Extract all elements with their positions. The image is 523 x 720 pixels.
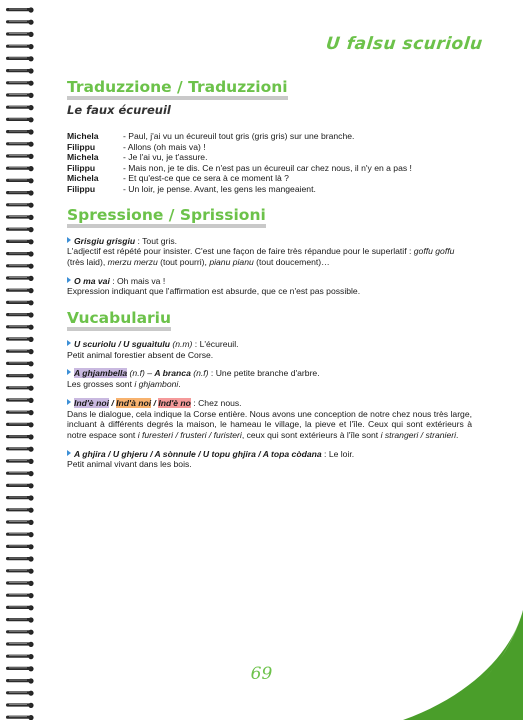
dialog-line: - Je l'ai vu, je t'assure. bbox=[123, 152, 208, 163]
bullet-triangle-icon bbox=[67, 399, 71, 405]
section-heading-vucabulariu: Vucabulariu bbox=[67, 309, 171, 331]
dialog-row bbox=[67, 142, 412, 153]
example-term: pianu pianu bbox=[209, 256, 254, 267]
entry-grammar: (n.m) bbox=[169, 339, 193, 350]
entry-dash: – bbox=[144, 368, 155, 379]
entry-note: L'adjectif est répété pour insister. C'est une façon de faire très répandue pour le superlatif : bbox=[67, 246, 414, 257]
dialog-line: - Paul, j'ai vu un écureuil tout gris (gris gris) sur une branche. bbox=[123, 131, 355, 141]
example-term: i ghjamboni bbox=[134, 379, 179, 390]
speaker: Filippu bbox=[67, 141, 96, 152]
entry-slash: / bbox=[151, 397, 159, 408]
speaker: Michela bbox=[67, 131, 99, 141]
page-title: U falsu scuriolu bbox=[325, 34, 485, 54]
speaker: Filippu bbox=[67, 162, 96, 173]
dialog-line: - Un loir, je pense. Avant, les gens les mangeaient. bbox=[123, 183, 316, 194]
vocab-entry bbox=[67, 449, 472, 470]
dialog-row bbox=[67, 163, 412, 174]
bullet-triangle-icon bbox=[67, 450, 71, 456]
vocab-entry bbox=[67, 339, 472, 360]
page-number: 69 bbox=[250, 664, 273, 684]
dialog-row bbox=[67, 152, 412, 163]
entry-note: . bbox=[178, 379, 181, 390]
entry-term: A ghjira / U ghjeru / A sònnule / U topu ghjira / A topa còdana bbox=[74, 448, 322, 459]
entry-note: Dans le dialogue, cela indique la Corse entière. Nous avons une conception de notre chez nous très large, incluant à différents degrés la maison, le hameau le village, la pieve et l'île. Ceux qui sont extérieurs à notre espace sont bbox=[67, 408, 472, 440]
main-content bbox=[67, 78, 472, 470]
example-term: i furesteri / frusteri / furisteri bbox=[137, 430, 242, 440]
expression-entry bbox=[67, 236, 472, 268]
entry-gloss: Chez nous. bbox=[198, 397, 242, 408]
vocab-entry bbox=[67, 398, 472, 441]
entry-separator: : bbox=[208, 368, 216, 379]
entry-note: Petit animal forestier absent de Corse. bbox=[67, 349, 214, 360]
entry-term: U scuriolu / U sguaìtulu bbox=[74, 339, 170, 350]
example-term: goffu goffu bbox=[413, 246, 455, 257]
expression-entry bbox=[67, 276, 472, 297]
section-heading-traduzzione: Traduzzione / Traduzzioni bbox=[67, 78, 288, 100]
entry-gloss: L'écureuil. bbox=[199, 339, 239, 350]
bullet-triangle-icon bbox=[67, 340, 71, 346]
spiral-binding bbox=[0, 0, 40, 720]
bullet-triangle-icon bbox=[67, 277, 71, 283]
entry-term: Grisgiu grisgiu bbox=[74, 235, 136, 246]
entry-term: O ma vai bbox=[74, 275, 110, 286]
entry-note: Les grosses sont bbox=[67, 379, 135, 390]
entry-separator: : bbox=[190, 397, 199, 408]
entry-separator: : bbox=[109, 275, 117, 286]
entry-separator: : bbox=[321, 448, 329, 459]
dialog-row bbox=[67, 173, 412, 184]
entry-grammar: (n.f) bbox=[190, 368, 209, 379]
dialog-row bbox=[67, 131, 412, 142]
entry-note: (très laid), bbox=[67, 256, 108, 267]
section-subtitle: Le faux écureuil bbox=[67, 103, 171, 117]
entry-note: . bbox=[456, 430, 459, 440]
entry-term: A ghjambella bbox=[74, 368, 128, 379]
entry-gloss: Tout gris. bbox=[142, 235, 178, 246]
section-heading-spressione: Spressione / Sprissioni bbox=[67, 206, 266, 228]
entry-note: , ceux qui sont extérieurs à l'île sont bbox=[241, 430, 381, 440]
entry-note: (tout doucement)… bbox=[253, 256, 330, 267]
entry-term: Ind'è noi bbox=[74, 397, 109, 408]
dialog-line: - Et qu'est-ce que ce sera à ce moment là ? bbox=[123, 173, 289, 184]
bullet-triangle-icon bbox=[67, 369, 71, 375]
speaker: Michela bbox=[67, 173, 99, 184]
entry-slash: / bbox=[108, 397, 117, 408]
example-term: i strangeri / stranieri bbox=[380, 430, 457, 440]
dialog-row bbox=[67, 184, 412, 195]
speaker: Filippu bbox=[67, 183, 96, 194]
speaker: Michela bbox=[67, 152, 99, 163]
entry-separator: : bbox=[135, 235, 143, 246]
dialog-line: - Allons (oh mais va) ! bbox=[123, 141, 206, 152]
dialog-line: - Mais non, je te dis. Ce n'est pas un écureuil car chez nous, il n'y en a pas ! bbox=[123, 162, 412, 173]
example-term: merzu merzu bbox=[107, 256, 158, 267]
entry-term: Ind'è no bbox=[158, 397, 191, 408]
green-corner-decoration bbox=[403, 610, 523, 720]
entry-grammar: (n.f) bbox=[127, 368, 145, 379]
entry-term: A branca bbox=[154, 368, 191, 379]
entry-note: Expression indiquant que l'affirmation est absurde, que ce n'est pas possible. bbox=[67, 286, 361, 297]
entry-note: (tout pourri), bbox=[157, 256, 210, 267]
entry-note: Petit animal vivant dans les bois. bbox=[67, 459, 192, 470]
entry-term: Ind'à noi bbox=[116, 397, 152, 408]
bullet-triangle-icon bbox=[67, 237, 71, 243]
entry-gloss: Une petite branche d'arbre. bbox=[215, 368, 320, 379]
entry-gloss: Le loir. bbox=[328, 448, 355, 459]
entry-separator: : bbox=[192, 339, 200, 350]
dialog-table bbox=[67, 131, 412, 195]
entry-gloss: Oh mais va ! bbox=[117, 275, 166, 286]
vocab-entry bbox=[67, 368, 472, 389]
